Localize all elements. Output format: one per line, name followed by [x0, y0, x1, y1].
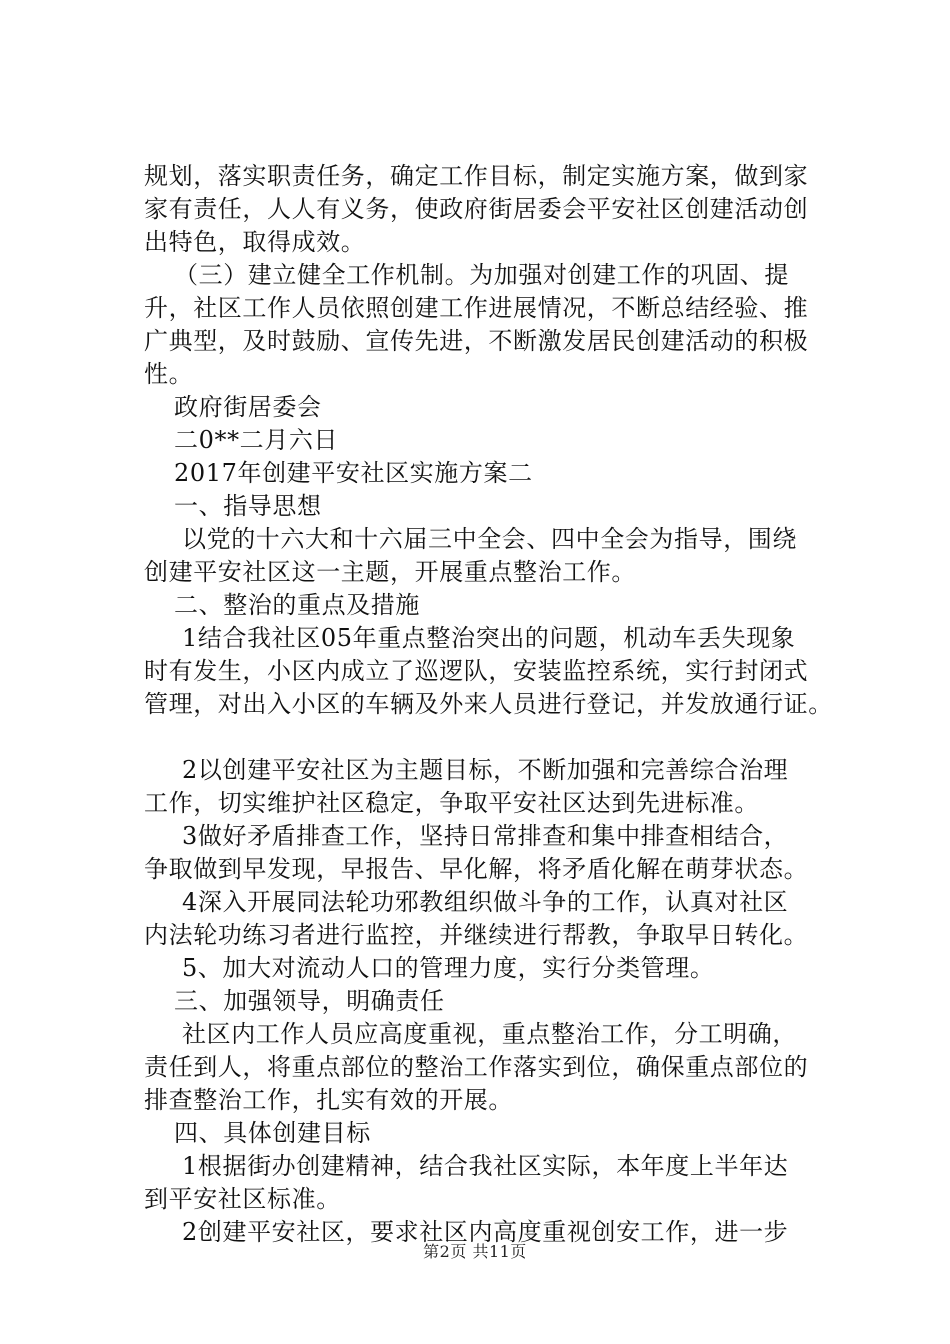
- page-footer: 第2页 共11页: [423, 1242, 527, 1261]
- body-line: 争取做到早发现，早报告、早化解，将矛盾化解在萌芽状态。: [144, 855, 809, 883]
- list-item-goal-2: 2创建平安社区，要求社区内高度重视创安工作，进一步: [182, 1218, 789, 1246]
- list-item-1: 1结合我社区05年重点整治突出的问题，机动车丢失现象: [182, 624, 796, 652]
- body-line: 升，社区工作人员依照创建工作进展情况，不断总结经验、推: [144, 294, 809, 322]
- section-heading-mechanism: （三）建立健全工作机制。为加强对创建工作的巩固、提: [174, 261, 789, 289]
- body-line: 排查整治工作，扎实有效的开展。: [144, 1086, 513, 1114]
- body-line: 出特色，取得成效。: [144, 228, 366, 256]
- signature-organization: 政府街居委会: [174, 393, 322, 421]
- list-item-2: 2以创建平安社区为主题目标，不断加强和完善综合治理: [182, 756, 789, 784]
- section-heading-4: 四、具体创建目标: [174, 1119, 371, 1147]
- body-line: 责任到人，将重点部位的整治工作落实到位，确保重点部位的: [144, 1053, 809, 1081]
- body-line: 以党的十六大和十六届三中全会、四中全会为指导，围绕: [182, 525, 797, 553]
- list-item-3: 3做好矛盾排查工作，坚持日常排查和集中排查相结合，: [182, 822, 789, 850]
- list-item-goal-1: 1根据街办创建精神，结合我社区实际，本年度上半年达: [182, 1152, 789, 1180]
- list-item-4: 4深入开展同法轮功邪教组织做斗争的工作，认真对社区: [182, 888, 789, 916]
- body-line: 内法轮功练习者进行监控，并继续进行帮教，争取早日转化。: [144, 921, 809, 949]
- signature-date: 二0**二月六日: [174, 426, 339, 454]
- section-heading-3: 三、加强领导，明确责任: [174, 987, 445, 1015]
- body-line: 广典型，及时鼓励、宣传先进，不断激发居民创建活动的积极: [144, 327, 809, 355]
- body-line: 工作，切实维护社区稳定，争取平安社区达到先进标准。: [144, 789, 759, 817]
- blank-line: [144, 721, 834, 754]
- body-line: 创建平安社区这一主题，开展重点整治工作。: [144, 558, 636, 586]
- body-line: 性。: [144, 360, 194, 388]
- document-body: [144, 160, 834, 1249]
- body-line: 社区内工作人员应高度重视，重点整治工作，分工明确，: [182, 1020, 797, 1048]
- list-item-5: 5、加大对流动人口的管理力度，实行分类管理。: [182, 954, 715, 982]
- section-heading-1: 一、指导思想: [174, 492, 322, 520]
- body-line: 时有发生，小区内成立了巡逻队，安装监控系统，实行封闭式: [144, 657, 809, 685]
- section-heading-2: 二、整治的重点及措施: [174, 591, 420, 619]
- body-line: 规划，落实职责任务，确定工作目标，制定实施方案，做到家: [144, 162, 809, 190]
- document-title: 2017年创建平安社区实施方案二: [174, 459, 533, 487]
- body-line: 管理，对出入小区的车辆及外来人员进行登记，并发放通行证。: [144, 690, 833, 718]
- body-line: 家有责任，人人有义务，使政府街居委会平安社区创建活动创: [144, 195, 809, 223]
- body-line: 到平安社区标准。: [144, 1185, 341, 1213]
